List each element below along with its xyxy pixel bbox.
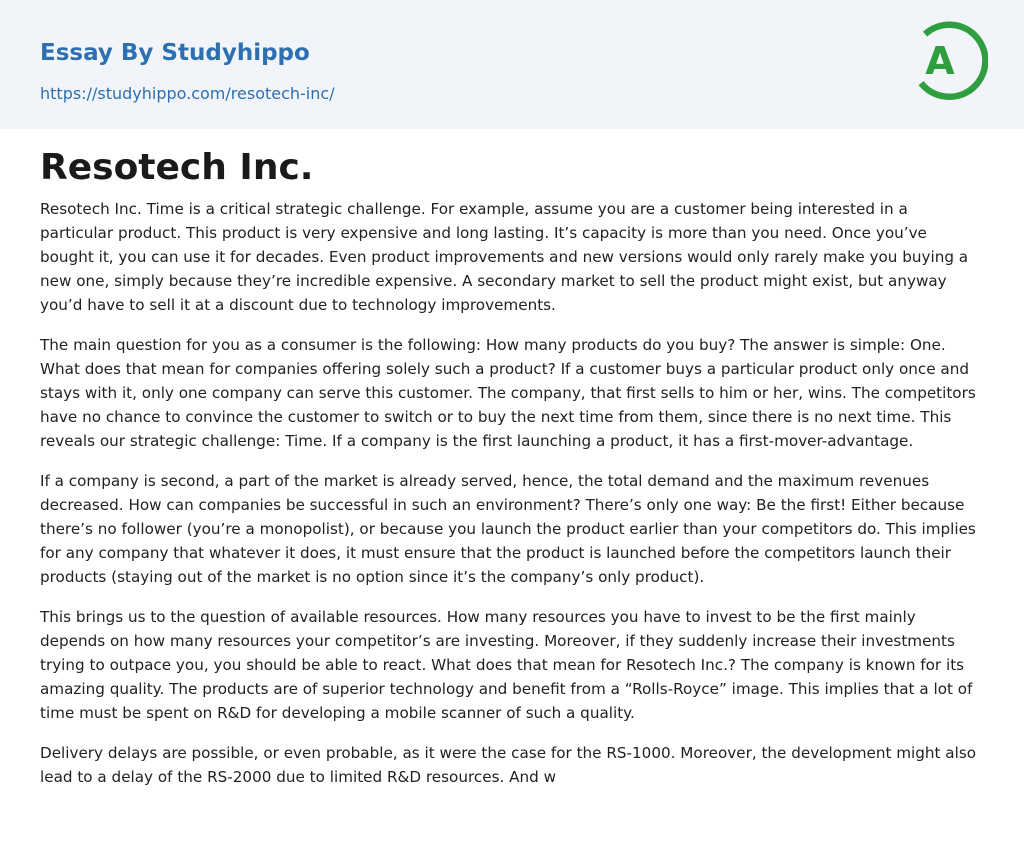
essay-paragraph-3: If a company is second, a part of the market is already served, hence, the total demand and the maximum revenues decreased. How can companies be successful in such an environment? There’s only one way: Be the first! Either because there’s no follower (you’re a monopolist), or because you launch the product earlier than your competitors do. This implies for any company that whatever it does, it must ensure that the product is launched before the competitors launch their products (staying out of the market is no option since it’s the company’s only product). [40, 472, 976, 586]
site-header [0, 0, 1024, 129]
essay-title: Resotech Inc. [40, 147, 314, 188]
essay-url-link[interactable]: https://studyhippo.com/resotech-inc/ [40, 84, 335, 103]
brand-title: Essay By Studyhippo [40, 40, 310, 66]
studyhippo-logo-icon[interactable] [912, 18, 988, 106]
essay-paragraph-4: This brings us to the question of available resources. How many resources you have to invest to be the first mainly depends on how many resources your competitor’s are investing. Moreover, if they suddenly increase their investments trying to outpace you, you should be able to react. What does that mean for Resotech Inc.? The company is known for its amazing quality. The products are of superior technology and benefit from a “Rolls-Royce” image. This implies that a lot of time must be spent on R&D for developing a mobile scanner of such a quality. [40, 608, 973, 722]
logo-letter: A [925, 39, 955, 83]
essay-paragraph-1: Resotech Inc. Time is a critical strategic challenge. For example, assume you are a customer being interested in a particular product. This product is very expensive and long lasting. It’s capacity is more than you need. Once you’ve bought it, you can use it for decades. Even product improvements and new versions would only rarely make you buying a new one, simply because they’re incredible expensive. A secondary market to sell the product might exist, but anyway you’d have to sell it at a discount due to technology improvements. [40, 200, 969, 314]
essay-content [0, 129, 1024, 789]
essay-paragraph-5: Delivery delays are possible, or even probable, as it were the case for the RS-1000. Moreover, the development might also lead to a delay of the RS-2000 due to limited R&D resources. And w [40, 744, 977, 786]
essay-paragraph-2: The main question for you as a consumer is the following: How many products do you buy? The answer is simple: One. What does that mean for companies offering solely such a product? If a customer buys a particular product only once and stays with it, only one company can serve this customer. The company, that first sells to him or her, wins. The competitors have no chance to convince the customer to switch or to buy the next time from them, since there is no next time. This reveals our strategic challenge: Time. If a company is the first launching a product, it has a first-mover-advantage. [40, 336, 976, 450]
